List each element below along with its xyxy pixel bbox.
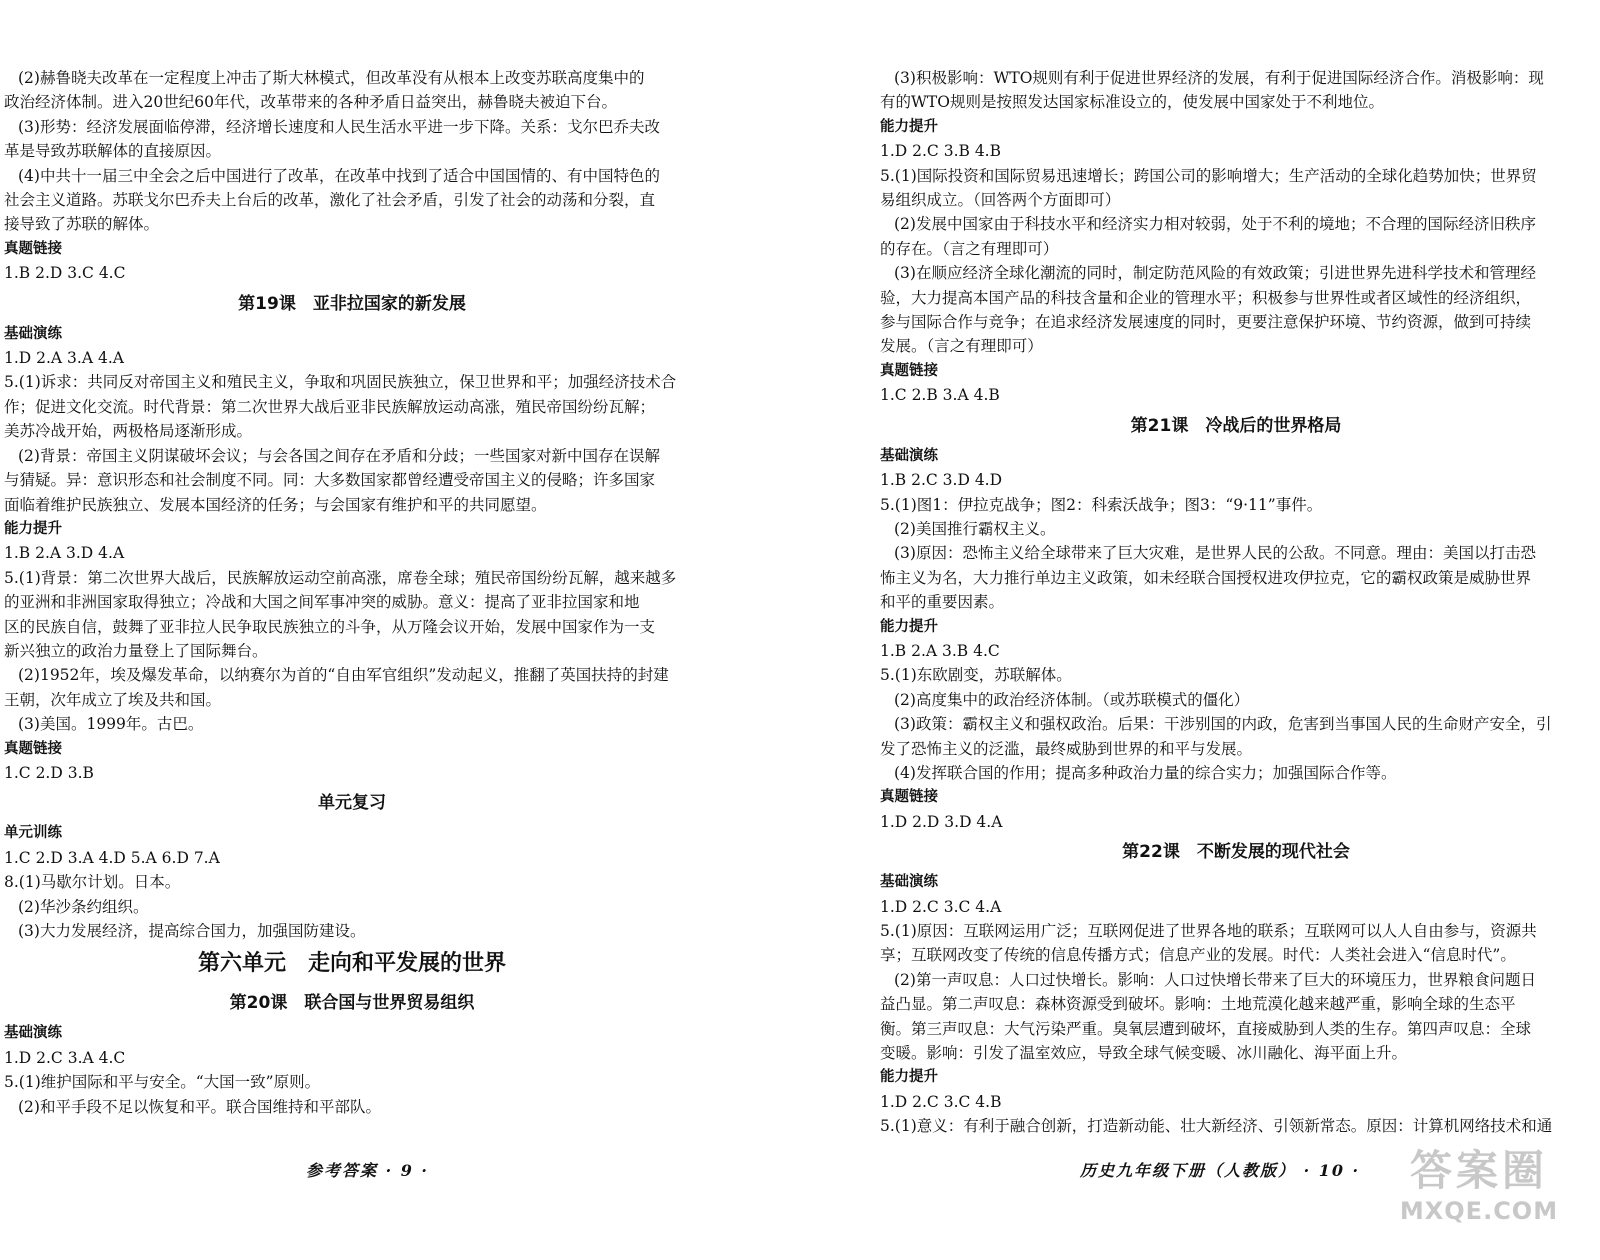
text-line: 发展。（言之有理即可） xyxy=(880,337,1043,356)
text-line: 接导致了苏联的解体。 xyxy=(4,215,160,234)
section-heading: 单元训练 xyxy=(4,825,62,842)
answer-line: 1.B 2.D 3.C 4.C xyxy=(4,264,126,283)
text-line: 和平的重要因素。 xyxy=(880,593,1005,612)
text-line: 区的民族自信，鼓舞了亚非拉人民争取民族独立的斗争，从万隆会议开始，发展中国家作为一支 xyxy=(4,617,656,636)
text-line: 5.(1)诉求：共同反对帝国主义和殖民主义，争取和巩固民族独立，保卫世界和平；加强经济技术合 xyxy=(4,373,677,392)
text-line: (2)1952年，埃及爆发革命，以纳赛尔为首的“自由军官组织”发动起义，推翻了英国扶持的封建 xyxy=(18,666,669,685)
text-line: 5.(1)东欧剧变，苏联解体。 xyxy=(880,666,1072,685)
answer-line: 1.D 2.D 3.D 4.A xyxy=(880,812,1003,831)
text-line: 新兴独立的政治力量登上了国际舞台。 xyxy=(4,641,268,660)
text-line: (3)原因：恐怖主义给全球带来了巨大灾难，是世界人民的公敌。不同意。理由：美国以打击恐 xyxy=(894,544,1536,563)
lesson-title: 第20课 联合国与世界贸易组织 xyxy=(229,993,475,1014)
section-heading: 基础演练 xyxy=(880,447,938,464)
text-line: 衡。第三声叹息：大气污染严重。臭氧层遭到破坏，直接威胁到人类的生存。第四声叹息：全球 xyxy=(880,1019,1532,1038)
answer-line: 1.B 2.C 3.D 4.D xyxy=(880,471,1003,490)
lesson-title: 第22课 不断发展的现代社会 xyxy=(1122,842,1350,863)
section-heading: 能力提升 xyxy=(880,618,938,635)
text-line: 面临着维护民族独立、发展本国经济的任务；与会国家有维护和平的共同愿望。 xyxy=(4,495,547,514)
section-heading: 真题链接 xyxy=(4,240,62,257)
text-line: (2)第一声叹息：人口过快增长。影响：人口过快增长带来了巨大的环境压力，世界粮食问题日 xyxy=(894,970,1536,989)
section-heading: 基础演练 xyxy=(4,325,62,342)
section-heading: 真题链接 xyxy=(880,362,938,379)
page-footer-left: 参考答案 · 9 · xyxy=(306,1161,429,1180)
text-line: 5.(1)意义：有利于融合创新，打造新动能、壮大新经济、引领新常态。原因：计算机网络技术和通 xyxy=(880,1117,1553,1136)
section-heading: 能力提升 xyxy=(880,1069,938,1086)
text-line: 变暖。影响：引发了温室效应，导致全球气候变暖、冰川融化、海平面上升。 xyxy=(880,1044,1408,1063)
answer-line: 1.D 2.C 3.C 4.A xyxy=(880,897,1002,916)
answer-line: 1.D 2.A 3.A 4.A xyxy=(4,349,124,368)
text-line: 5.(1)背景：第二次世界大战后，民族解放运动空前高涨，席卷全球；殖民帝国纷纷瓦解，越来越多 xyxy=(4,568,677,587)
text-line: (2)高度集中的政治经济体制。（或苏联模式的僵化） xyxy=(894,690,1250,709)
left-page xyxy=(4,66,700,1176)
text-line: 8.(1)马歇尔计划。日本。 xyxy=(4,873,181,892)
page-footer-right: 历史九年级下册（人教版） · 10 · xyxy=(1080,1161,1361,1180)
text-line: (3)积极影响：WTO规则有利于促进世界经济的发展，有利于促进国际经济合作。消极影响：现 xyxy=(894,69,1544,87)
answer-line: 1.C 2.D 3.B xyxy=(4,763,94,782)
text-line: (3)美国。1999年。古巴。 xyxy=(18,715,204,734)
text-line: 有的WTO规则是按照发达国家标准设立的，使发展中国家处于不利地位。 xyxy=(880,93,1384,112)
text-line: 易组织成立。（回答两个方面即可） xyxy=(880,191,1121,210)
lesson-title: 第19课 亚非拉国家的新发展 xyxy=(238,293,466,314)
answer-line: 1.D 2.C 3.A 4.C xyxy=(4,1048,126,1067)
section-heading: 真题链接 xyxy=(4,740,62,757)
section-heading: 基础演练 xyxy=(880,874,938,891)
text-line: 5.(1)图1：伊拉克战争；图2：科索沃战争；图3：“9·11”事件。 xyxy=(880,495,1323,514)
text-line: 怖主义为名，大力推行单边主义政策，如未经联合国授权进攻伊拉克，它的霸权政策是威胁世界 xyxy=(880,568,1532,587)
text-line: 政治经济体制。进入20世纪60年代，改革带来的各种矛盾日益突出，赫鲁晓夫被迫下台。 xyxy=(4,93,617,112)
text-line: 王朝，次年成立了埃及共和国。 xyxy=(4,690,222,709)
text-line: 验，大力提高本国产品的科技含量和企业的管理水平；积极参与世界性或者区域性的经济组织， xyxy=(880,288,1532,307)
unit-title: 第六单元 走向和平发展的世界 xyxy=(197,951,506,977)
answer-line: 1.D 2.C 3.B 4.B xyxy=(880,142,1002,161)
text-line: 5.(1)国际投资和国际贸易迅速增长；跨国公司的影响增大；生产活动的全球化趋势加快；世界贸 xyxy=(880,166,1537,185)
text-line: (3)大力发展经济，提高综合国力，加强国防建设。 xyxy=(18,922,366,940)
text-line: 与猜疑。异：意识形态和社会制度不同。同：大多数国家都曾经遭受帝国主义的侵略；许多国家 xyxy=(4,471,656,490)
text-line: 发了恐怖主义的泛滥，最终威胁到世界的和平与发展。 xyxy=(880,739,1253,758)
text-line: 益凸显。第二声叹息：森林资源受到破坏。影响：土地荒漠化越来越严重，影响全球的生态平 xyxy=(880,995,1516,1014)
text-line: 革是导致苏联解体的直接原因。 xyxy=(4,142,222,161)
text-line: (2)和平手段不足以恢复和平。联合国维持和平部队。 xyxy=(18,1097,381,1116)
answer-line: 1.B 2.A 3.D 4.A xyxy=(4,544,125,563)
section-heading: 基础演练 xyxy=(4,1025,62,1042)
section-heading: 能力提升 xyxy=(4,520,62,537)
text-line: 5.(1)原因：互联网运用广泛；互联网促进了世界各地的联系；互联网可以人人自由参与，资源共 xyxy=(880,922,1537,940)
section-heading: 能力提升 xyxy=(880,118,938,135)
text-line: (2)美国推行霸权主义。 xyxy=(894,519,1056,538)
text-line: (4)中共十一届三中全会之后中国进行了改革，在改革中找到了适合中国国情的、有中国特色的 xyxy=(18,166,660,185)
text-line: (2)发展中国家由于科技水平和经济实力相对较弱，处于不利的境地；不合理的国际经济旧秩序 xyxy=(894,215,1536,234)
lesson-title: 单元复习 xyxy=(318,793,386,814)
watermark-top: 答案圈 xyxy=(1409,1146,1548,1195)
text-line: (3)形势：经济发展面临停滞，经济增长速度和人民生活水平进一步下降。关系：戈尔巴乔夫改 xyxy=(18,117,660,136)
text-line: 参与国际合作与竞争；在追求经济发展速度的同时，更要注意保护环境、节约资源，做到可持续 xyxy=(880,313,1532,332)
lesson-title: 第21课 冷战后的世界格局 xyxy=(1130,415,1342,436)
answer-line: 1.D 2.C 3.C 4.B xyxy=(880,1092,1002,1111)
watermark-logo xyxy=(1374,1146,1584,1236)
text-line: 的存在。（言之有理即可） xyxy=(880,239,1059,258)
text-line: 作；促进文化交流。时代背景：第二次世界大战后亚非民族解放运动高涨，殖民帝国纷纷瓦解； xyxy=(4,397,656,416)
section-heading: 真题链接 xyxy=(880,789,938,806)
text-line: 社会主义道路。苏联戈尔巴乔夫上台后的改革，激化了社会矛盾，引发了社会的动荡和分裂，直 xyxy=(4,191,656,210)
text-line: (2)华沙条约组织。 xyxy=(18,897,149,916)
right-page xyxy=(880,66,1592,1176)
text-line: (2)背景：帝国主义阴谋破坏会议；与会各国之间存在矛盾和分歧；一些国家对新中国存在误解 xyxy=(18,446,660,465)
text-line: 的亚洲和非洲国家取得独立；冷战和大国之间军事冲突的威胁。意义：提高了亚非拉国家和地 xyxy=(4,593,640,612)
answer-line: 1.B 2.A 3.B 4.C xyxy=(880,641,1000,660)
answer-line: 1.C 2.D 3.A 4.D 5.A 6.D 7.A xyxy=(4,848,220,867)
text-line: 5.(1)维护国际和平与安全。“大国一致”原则。 xyxy=(4,1073,321,1092)
watermark-bottom: MXQE.COM xyxy=(1399,1197,1559,1225)
text-line: (4)发挥联合国的作用；提高多种政治力量的综合实力；加强国际合作等。 xyxy=(894,763,1397,782)
text-line: (3)在顺应经济全球化潮流的同时，制定防范风险的有效政策；引进世界先进科学技术和管理经 xyxy=(894,264,1536,283)
text-line: 享；互联网改变了传统的信息传播方式；信息产业的发展。时代：人类社会进入“信息时代”。 xyxy=(880,946,1516,965)
text-line: (2)赫鲁晓夫改革在一定程度上冲击了斯大林模式，但改革没有从根本上改变苏联高度集中的 xyxy=(18,69,645,87)
answer-line: 1.C 2.B 3.A 4.B xyxy=(880,386,1000,405)
text-line: (3)政策：霸权主义和强权政治。后果：干涉别国的内政，危害到当事国人民的生命财产安全，引 xyxy=(894,715,1552,734)
text-line: 美苏冷战开始，两极格局逐渐形成。 xyxy=(4,422,253,441)
